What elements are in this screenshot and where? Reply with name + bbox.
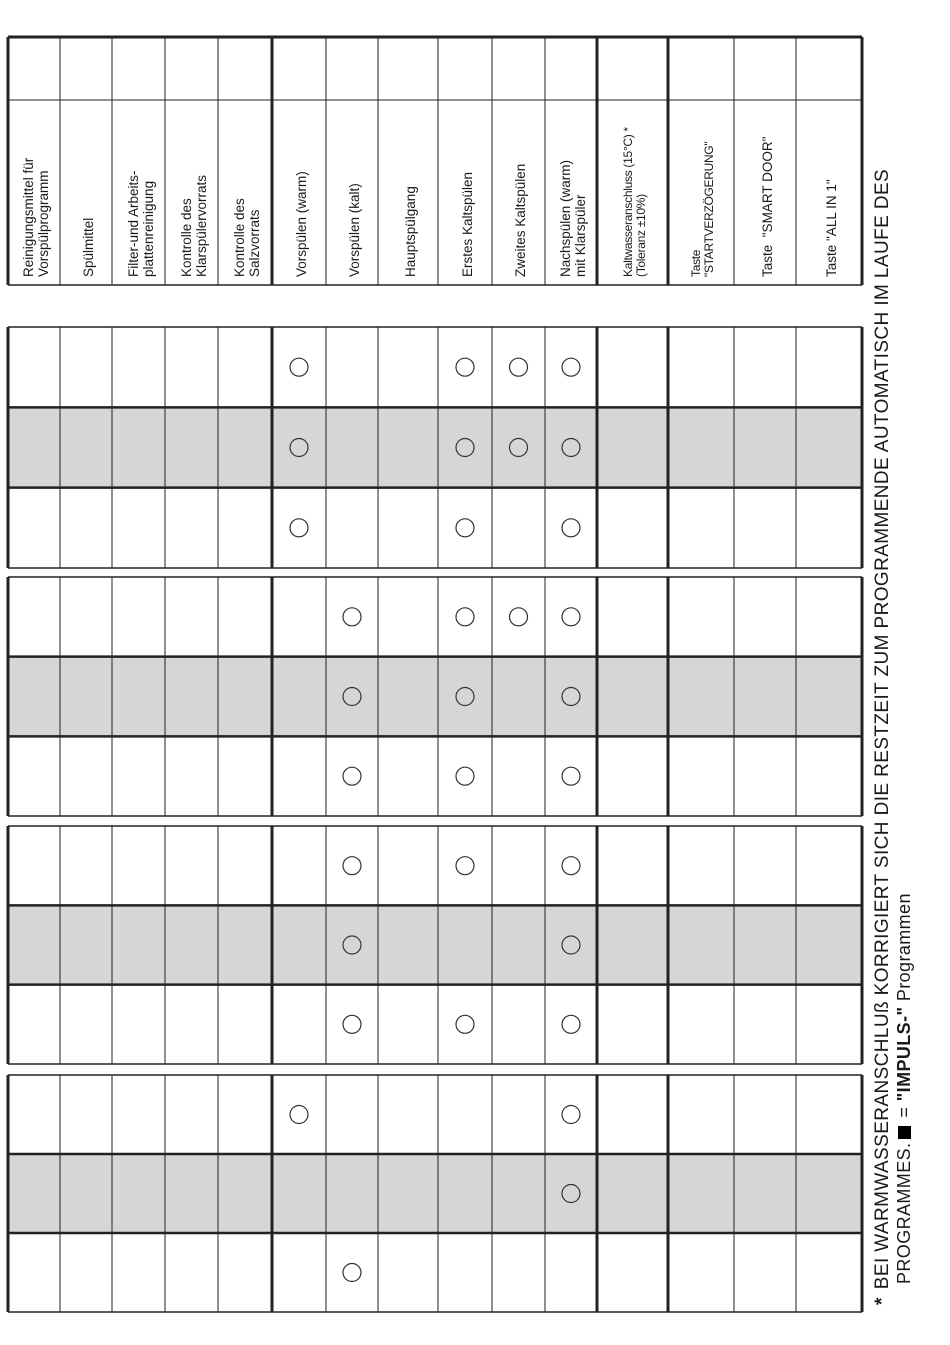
circle-mark-icon [456, 857, 474, 875]
row-label-r0: Reinigungsmittel für Vorspülprogramm [21, 157, 51, 277]
row-label-r10: Nachspülen (warm) mit Klarspüler [558, 159, 588, 277]
footnote-text: BEI WARMWASSERANSCHLUß KORRIGIERT SICH DIE RESTZEIT ZUM PROGRAMMENDE AUTOMATISCH IM LAUFE DES [872, 168, 893, 1290]
asterisk-mark: * [872, 1297, 893, 1305]
row-label-r2: Filter-und Arbeits- plattenreinigung [125, 170, 156, 277]
footnote-line-1 [872, 169, 894, 1305]
black-square-icon [898, 1126, 911, 1139]
row-label-r13: Taste "SMART DOOR" [759, 136, 775, 277]
footnote-programmes: PROGRAMMES. [894, 1142, 914, 1284]
circle-mark-icon [343, 1264, 361, 1282]
footnote-impuls: "IMPULS-" [894, 1006, 914, 1102]
row-label-r11: Kaltwasseranschluss (15°C) * (Toleranz ±10%) [620, 127, 648, 277]
circle-mark-icon [562, 1015, 580, 1033]
circle-mark-icon [343, 857, 361, 875]
circle-mark-icon [456, 1015, 474, 1033]
circle-mark-icon [456, 608, 474, 626]
circle-mark-icon [456, 767, 474, 785]
circle-mark-icon [562, 358, 580, 376]
circle-mark-icon [456, 358, 474, 376]
footnote-line-2 [894, 893, 915, 1284]
circle-mark-icon [562, 519, 580, 537]
circle-mark-icon [562, 767, 580, 785]
row-label-r6: Vorspülen (kalt) [346, 183, 362, 277]
footnote-equals: = [894, 1101, 914, 1118]
row-label-r8: Erstes Kaltspülen [459, 171, 475, 277]
row-label-r14: Taste "ALL IN 1" [823, 179, 839, 277]
row-label-r1: Spülmittel [80, 217, 96, 277]
row-label-r4: Kontrolle des Salzvorrats [232, 198, 262, 277]
row-label-r3: Kontrolle des Klarspülervorrats [178, 174, 209, 277]
circle-mark-icon [290, 519, 308, 537]
circle-mark-icon [343, 1015, 361, 1033]
circle-mark-icon [290, 358, 308, 376]
circle-mark-icon [343, 608, 361, 626]
row-label-r7: Hauptspülgang [402, 186, 418, 277]
circle-mark-icon [562, 1106, 580, 1124]
footnote-programmen: Programmen [894, 893, 914, 1007]
row-label-r9: Zweites Kaltspülen [513, 163, 528, 277]
row-label-r5: Vorspülen (warm) [293, 171, 309, 277]
circle-mark-icon [456, 519, 474, 537]
circle-mark-icon [562, 857, 580, 875]
circle-mark-icon [562, 608, 580, 626]
row-label-r12: Taste "STARTVERZÖGERUNG" [689, 141, 716, 277]
circle-mark-icon [510, 358, 528, 376]
circle-mark-icon [510, 608, 528, 626]
circle-mark-icon [290, 1106, 308, 1124]
circle-mark-icon [343, 767, 361, 785]
